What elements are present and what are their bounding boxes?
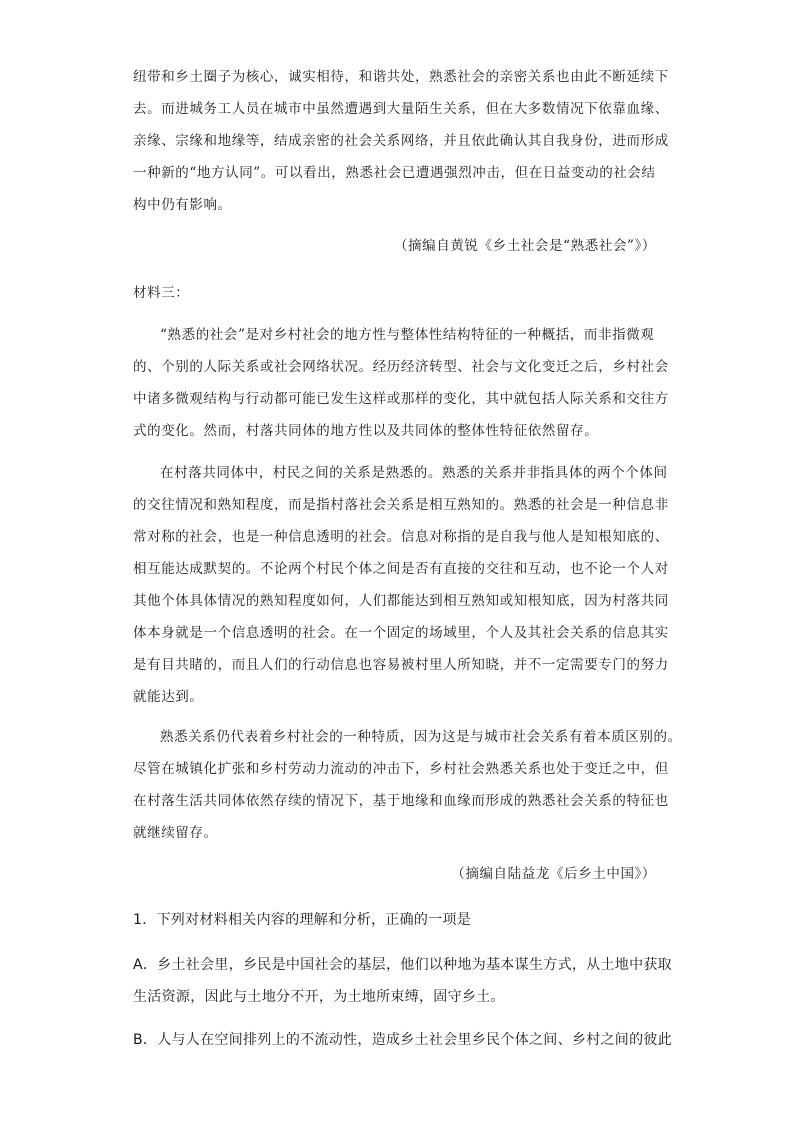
material3-p3-line: 熟悉关系仍代表着乡村社会的一种特质，因为这是与城市社会关系有着本质区别的。 bbox=[160, 729, 682, 745]
material3-p2-line: 体本身就是一个信息透明的社会。在一个固定的场域里，个人及其社会关系的信息其实 bbox=[133, 625, 669, 641]
material3-p2-line: 就能达到。 bbox=[133, 689, 204, 705]
material3-p2-line: 是有目共睹的，而且人们的行动信息也容易被村里人所知晓，并不一定需要专门的努力 bbox=[133, 657, 669, 673]
material3-p2-line: 相互能达成默契的。不论两个村民个体之间是否有直接的交往和互动，也不论一个人对 bbox=[133, 561, 669, 577]
material3-p3-line: 就继续留存。 bbox=[133, 825, 218, 841]
material2-line: 纽带和乡土圈子为核心，诚实相待，和谐共处，熟悉社会的亲密关系也由此不断延续下 bbox=[133, 69, 669, 85]
material3-p1-line: “熟悉的社会”是对乡村社会的地方性与整体性结构特征的一种概括，而非指微观 bbox=[160, 327, 655, 343]
material3-p1-line: 的、个别的人际关系或社会网络状况。经历经济转型、社会与文化变迁之后，乡村社会 bbox=[133, 359, 669, 375]
material3-source: （摘编自陆益龙《后乡土中国》） bbox=[451, 866, 656, 882]
material3-p2-line: 的交往情况和熟知程度，而是指村落社会关系是相互熟知的。熟悉的社会是一种信息非 bbox=[133, 497, 669, 513]
material3-heading: 材料三： bbox=[133, 285, 190, 301]
option-a-line: 生活资源，因此与土地分不开，为土地所束缚，固守乡土。 bbox=[133, 989, 505, 1005]
material3-p3-line: 尽管在城镇化扩张和乡村劳动力流动的冲击下，乡村社会熟悉关系也处于变迁之中，但 bbox=[133, 761, 669, 777]
material2-line: 一种新的“地方认同”。可以看出，熟悉社会已遭遇强烈冲击，但在日益变动的社会结 bbox=[133, 165, 656, 181]
material3-p3-line: 在村落生活共同体依然存续的情况下，基于地缘和血缘而形成的熟悉社会关系的特征也 bbox=[133, 793, 669, 809]
question-stem: 1．下列对材料相关内容的理解和分析，正确的一项是 bbox=[133, 912, 472, 928]
option-a-line: A．乡土社会里，乡民是中国社会的基层，他们以种地为基本谋生方式，从土地中获取 bbox=[133, 957, 672, 973]
material2-line: 构中仍有影响。 bbox=[133, 197, 232, 213]
material3-p2-line: 常对称的社会，也是一种信息透明的社会。信息对称指的是自我与他人是知根知底的、 bbox=[133, 529, 669, 545]
material3-p1-line: 式的变化。然而，村落共同体的地方性以及共同体的整体性特征依然留存。 bbox=[133, 423, 599, 439]
material3-p2-line: 在村落共同体中，村民之间的关系是熟悉的。熟悉的关系并非指具体的两个个体间 bbox=[160, 465, 668, 481]
material3-p2-line: 其他个体具体情况的熟知程度如何，人们都能达到相互熟知或知根知底，因为村落共同 bbox=[133, 593, 669, 609]
material2-source: （摘编自黄锐《乡土社会是“熟悉社会”》） bbox=[393, 238, 656, 254]
material3-p1-line: 中诸多微观结构与行动都可能已发生这样或那样的变化，其中就包括人际关系和交往方 bbox=[133, 391, 669, 407]
option-b-line: B．人与人在空间排列上的不流动性，造成乡土社会里乡民个体之间、乡村之间的彼此 bbox=[133, 1032, 673, 1048]
material2-line: 亲缘、宗缘和地缘等，结成亲密的社会关系网络，并且依此确认其自我身份，进而形成 bbox=[133, 133, 669, 149]
material2-line: 去。而进城务工人员在城市中虽然遭遇到大量陌生关系，但在大多数情况下依靠血缘、 bbox=[133, 101, 669, 117]
